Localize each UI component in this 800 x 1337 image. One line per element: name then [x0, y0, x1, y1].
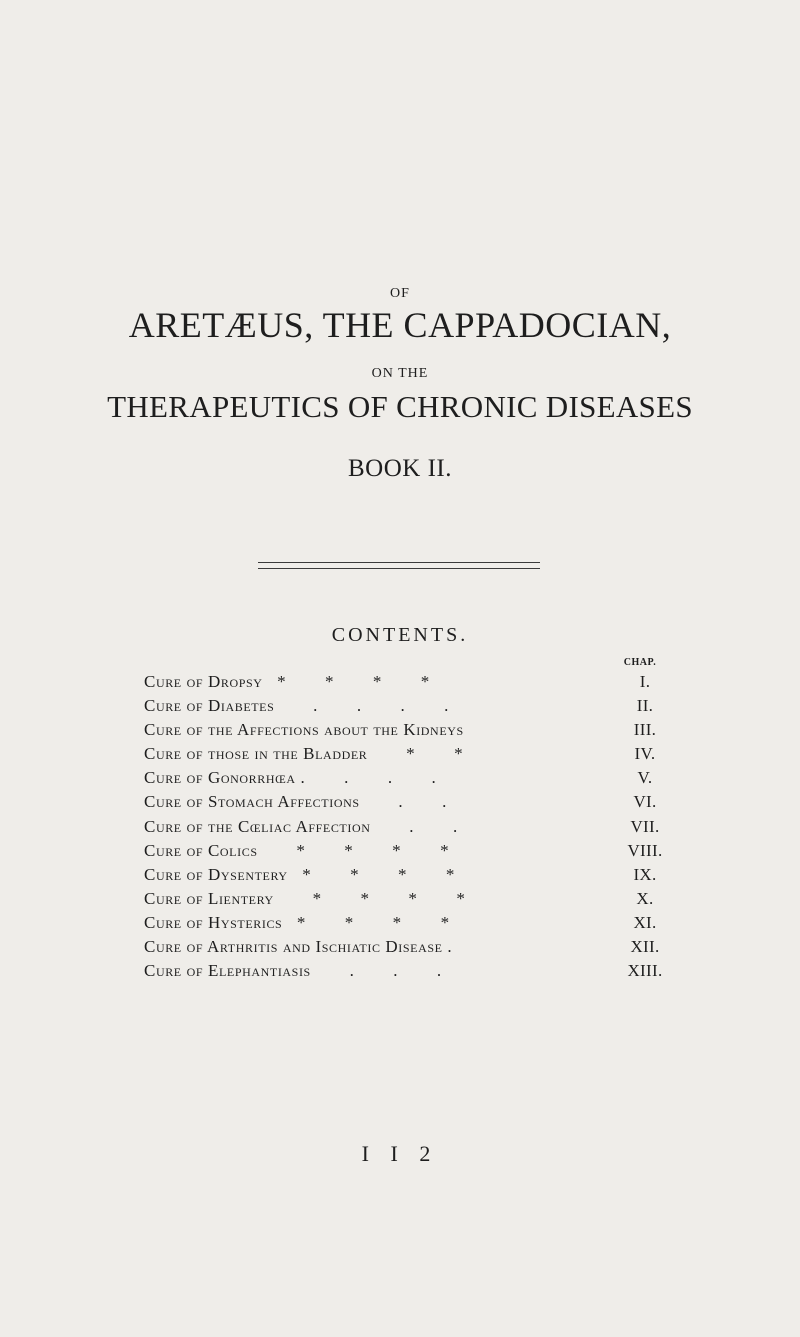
contents-entry-title: Cure of the Affections about the Kidneys	[144, 720, 464, 740]
contents-entry-title: Cure of Diabetes . . . .	[144, 696, 449, 716]
contents-row	[144, 959, 674, 983]
contents-entry-title: Cure of Arthritis and Ischiatic Disease .	[144, 937, 453, 957]
contents-entry-chapter: IV.	[634, 744, 656, 764]
divider-rule-bottom	[258, 568, 540, 569]
contents-row	[144, 911, 674, 935]
contents-row	[144, 742, 674, 766]
contents-entry-title: Cure of the Cœliac Affection . .	[144, 816, 458, 836]
contents-row	[144, 839, 674, 863]
contents-row	[144, 887, 674, 911]
contents-row	[144, 670, 674, 694]
contents-entry-chapter: IX.	[633, 864, 657, 884]
contents-entry-chapter: V.	[637, 768, 653, 788]
contents-entry-chapter: VII.	[630, 816, 660, 836]
contents-entry-chapter: X.	[636, 888, 654, 908]
contents-row	[144, 935, 674, 959]
contents-entry-title: Cure of those in the Bladder * *	[144, 744, 464, 764]
contents-entry-title: Cure of Hysterics * * * *	[144, 912, 450, 932]
subject-title: THERAPEUTICS OF CHRONIC DISEASES	[107, 389, 693, 424]
of-line: OF	[390, 286, 410, 301]
contents-row	[144, 766, 674, 790]
contents-row	[144, 815, 674, 839]
contents-list	[144, 670, 674, 983]
contents-entry-title: Cure of Lientery * * * *	[144, 888, 466, 908]
contents-entry-title: Cure of Colics * * * *	[144, 840, 450, 860]
contents-row	[144, 790, 674, 814]
contents-entry-chapter: II.	[636, 696, 654, 716]
author-title: ARETÆUS, THE CAPPADOCIAN,	[128, 305, 672, 345]
contents-entry-title: Cure of Dropsy * * * *	[144, 672, 430, 691]
contents-entry-chapter: VIII.	[627, 840, 663, 860]
divider-rule-top	[258, 562, 540, 563]
contents-row	[144, 718, 674, 742]
chapter-column-label: CHAP.	[623, 657, 657, 668]
signature-mark: I I 2	[361, 1141, 439, 1166]
contents-entry-chapter: XI.	[633, 912, 657, 932]
contents-entry-chapter: VI.	[633, 792, 657, 812]
contents-entry-chapter: I.	[639, 672, 651, 691]
contents-entry-title: Cure of Stomach Affections . .	[144, 792, 447, 812]
contents-entry-title: Cure of Gonorrhœa . . . .	[144, 768, 437, 788]
contents-row	[144, 863, 674, 887]
contents-entry-chapter: XIII.	[627, 961, 663, 981]
contents-entry-title: Cure of Dysentery * * * *	[144, 864, 456, 884]
contents-entry-title: Cure of Elephantiasis . . .	[144, 961, 442, 981]
contents-entry-chapter: III.	[633, 720, 657, 740]
contents-entry-chapter: XII.	[630, 937, 660, 957]
contents-row	[144, 694, 674, 718]
book-number: BOOK II.	[348, 455, 452, 482]
on-the-line: ON THE	[371, 366, 429, 381]
contents-heading: CONTENTS.	[331, 624, 469, 646]
